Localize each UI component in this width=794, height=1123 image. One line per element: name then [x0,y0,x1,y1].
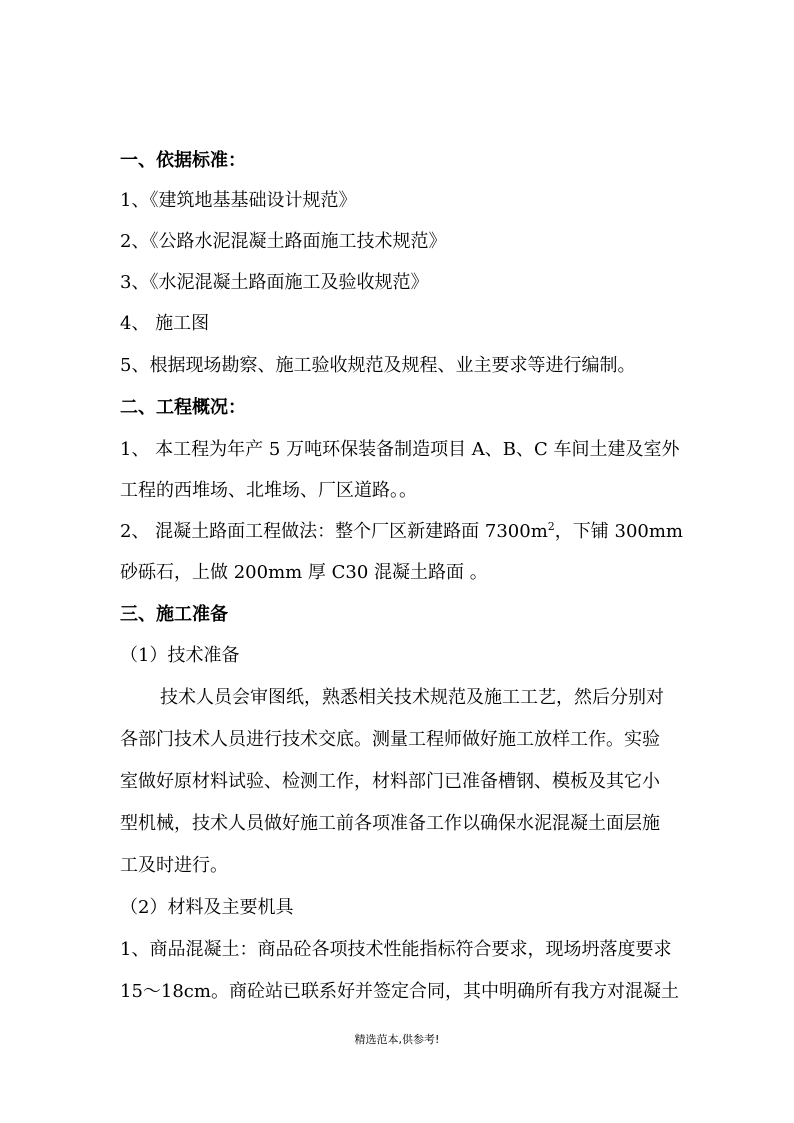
list-item: 4、 施工图 [120,313,210,334]
paragraph-line: 砂砾石，上做 200mm 厚 C30 混凝土路面 。 [120,562,488,583]
section-heading-1: 一、依据标准： [120,150,246,171]
paragraph-line [120,519,683,545]
paragraph-line: 工及时进行。 [120,855,228,876]
subheading: （2）材料及主要机具 [120,897,294,918]
paragraph-line: 工程的西堆场、北堆场、厂区道路。。 [120,480,417,501]
paragraph-line: 型机械，技术人员做好施工前各项准备工作以确保水泥混凝土面层施 [120,813,660,834]
section-heading-3: 三、施工准备 [120,604,228,625]
list-item: 3、《水泥混凝土路面施工及验收规范》 [120,272,429,293]
section-heading-2: 二、工程概况： [120,397,246,418]
text-span: 2、 混凝土路面工程做法：整个厂区新建路面 7300m [120,521,548,542]
list-item: 1、《建筑地基基础设计规范》 [120,190,357,211]
paragraph-line: 15～18cm。商砼站已联系好并签定合同，其中明确所有我方对混凝土 [120,981,679,1002]
subheading: （1）技术准备 [120,645,240,666]
list-item: 2、《公路水泥混凝土路面施工技术规范》 [120,231,447,252]
paragraph-line: 各部门技术人员进行技术交底。测量工程师做好施工放样工作。实验 [120,729,660,750]
text-span: ，下铺 300mm [554,521,683,542]
list-item: 5、根据现场勘察、施工验收规范及规程、业主要求等进行编制。 [120,355,636,376]
paragraph-line: 技术人员会审图纸，熟悉相关技术规范及施工工艺，然后分别对 [160,687,664,708]
paragraph-line: 1、商品混凝土：商品砼各项技术性能指标符合要求，现场坍落度要求 [120,939,672,960]
superscript: 2 [547,520,555,533]
paragraph-line: 1、 本工程为年产 5 万吨环保装备制造项目 A、B、C 车间土建及室外 [120,439,680,460]
paragraph-line: 室做好原材料试验、检测工作，材料部门已准备槽钢、模板及其它小 [120,771,660,792]
page-footer: 精选范本,供参考! [354,1033,440,1046]
